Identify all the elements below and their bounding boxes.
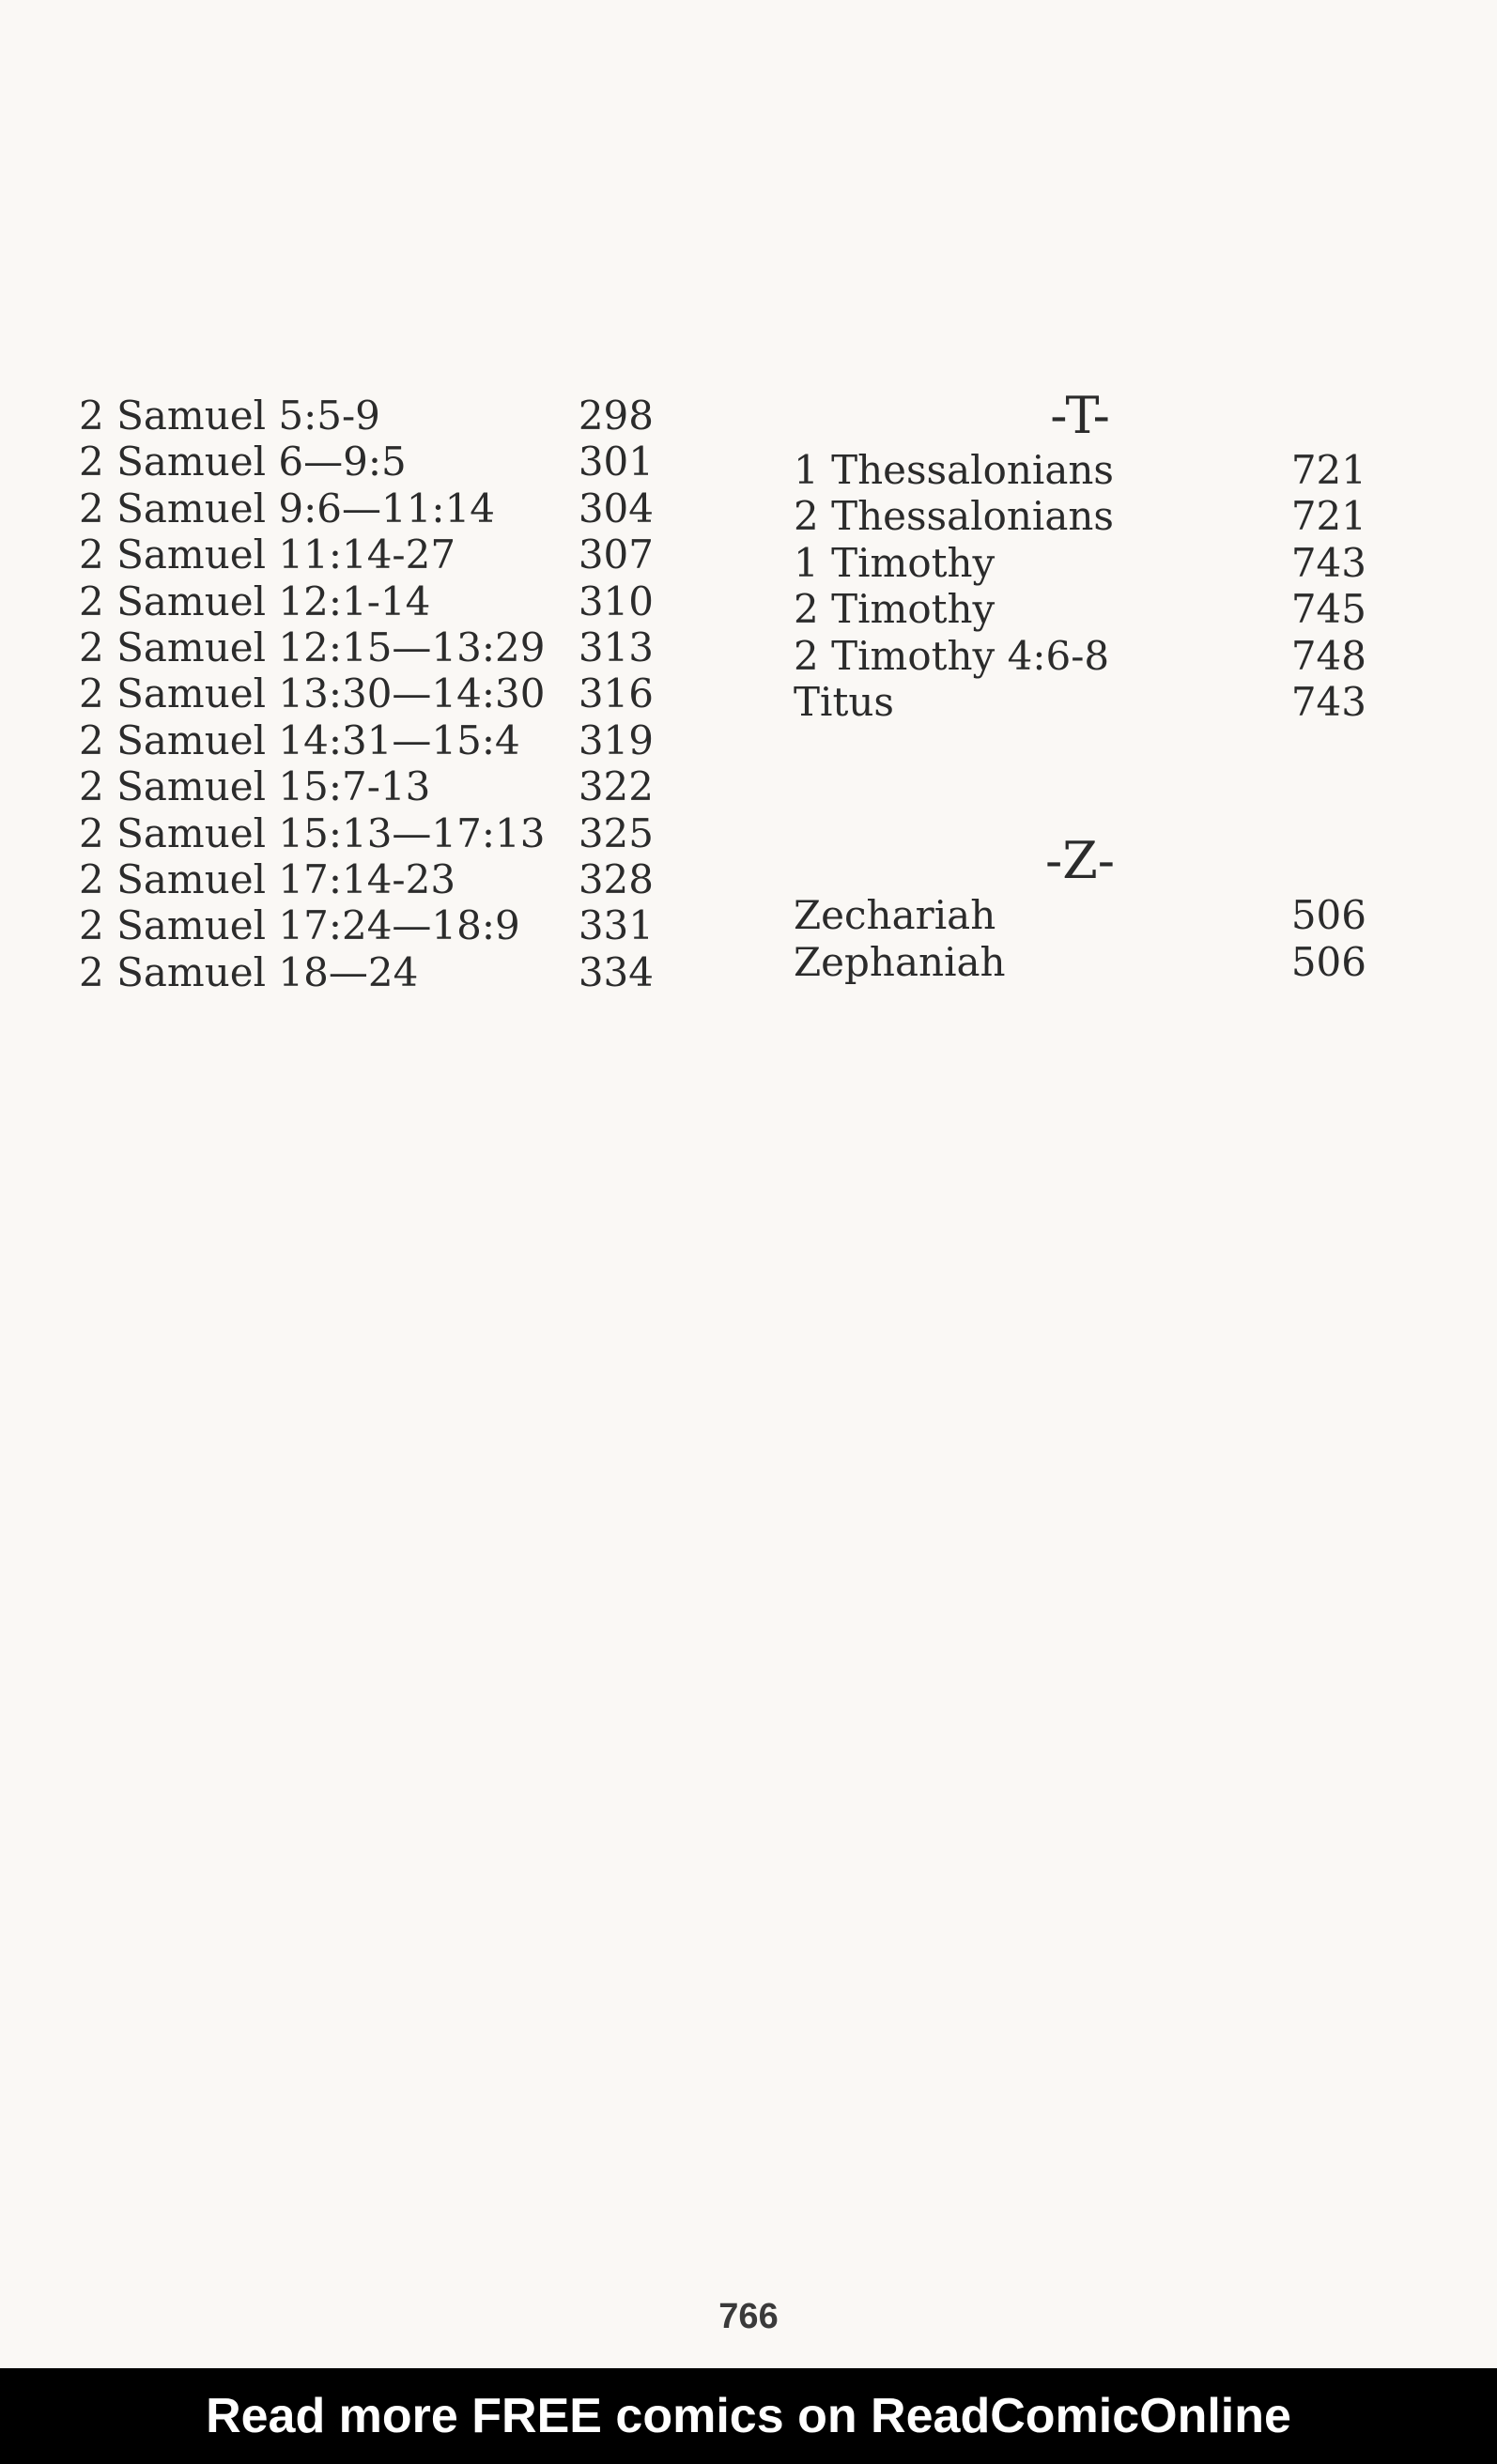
index-entry <box>79 717 654 763</box>
entry-reference: 2 Samuel 17:14-23 <box>79 855 456 902</box>
index-entry <box>79 810 654 856</box>
index-entry <box>79 949 654 995</box>
index-entry <box>794 540 1366 586</box>
index-entry <box>79 439 654 485</box>
index-entry <box>79 531 654 578</box>
entry-page-number: 298 <box>578 393 654 439</box>
index-entry <box>794 679 1366 725</box>
entry-page-number: 319 <box>578 716 654 763</box>
page-number: 766 <box>718 2297 779 2336</box>
entry-reference: 1 Timothy <box>794 539 995 586</box>
entry-reference: 1 Thessalonians <box>794 447 1114 493</box>
entry-page-number: 325 <box>578 809 654 856</box>
index-right-column <box>794 385 1366 985</box>
entry-page-number: 506 <box>1290 938 1366 985</box>
entry-page-number: 506 <box>1290 892 1366 939</box>
index-entry <box>794 939 1366 985</box>
entry-page-number: 743 <box>1290 678 1366 725</box>
entry-page-number: 310 <box>578 578 654 624</box>
entry-page-number: 328 <box>578 855 654 902</box>
entry-reference: 2 Samuel 9:6—11:14 <box>79 485 496 531</box>
entry-page-number: 301 <box>578 439 654 485</box>
index-section-t <box>794 385 1366 725</box>
entry-reference: 2 Samuel 6—9:5 <box>79 439 407 485</box>
entry-reference: Zechariah <box>794 892 996 939</box>
section-heading-t: -T- <box>1050 386 1110 445</box>
entry-page-number: 322 <box>578 763 654 810</box>
index-entry <box>794 892 1366 938</box>
entry-reference: 2 Samuel 18—24 <box>79 948 419 995</box>
entry-page-number: 313 <box>578 624 654 670</box>
index-section-z <box>794 830 1366 985</box>
entry-page-number: 745 <box>1290 586 1366 633</box>
entry-reference: Titus <box>794 678 894 725</box>
index-entry <box>794 447 1366 493</box>
entry-page-number: 748 <box>1290 632 1366 679</box>
index-entry <box>79 624 654 670</box>
index-entry <box>79 578 654 624</box>
entry-reference: 2 Timothy <box>794 586 995 633</box>
entry-reference: 2 Samuel 12:15—13:29 <box>79 624 546 670</box>
entry-page-number: 334 <box>578 948 654 995</box>
index-entry <box>794 493 1366 539</box>
entry-page-number: 331 <box>578 902 654 949</box>
entry-reference: 2 Samuel 12:1-14 <box>79 578 431 624</box>
entry-page-number: 304 <box>578 485 654 531</box>
entry-reference: 2 Samuel 14:31—15:4 <box>79 716 520 763</box>
index-entry <box>79 485 654 531</box>
entry-reference: 2 Timothy 4:6-8 <box>794 632 1110 679</box>
entry-page-number: 721 <box>1290 493 1366 540</box>
index-entry <box>794 586 1366 632</box>
index-left-column <box>79 393 654 995</box>
entry-page-number: 316 <box>578 670 654 717</box>
entry-page-number: 743 <box>1290 539 1366 586</box>
entry-reference: Zephaniah <box>794 938 1006 985</box>
entry-reference: 2 Samuel 13:30—14:30 <box>79 670 546 717</box>
entry-page-number: 721 <box>1290 447 1366 493</box>
entry-reference: 2 Samuel 15:13—17:13 <box>79 809 546 856</box>
index-entry <box>79 856 654 902</box>
entry-page-number: 307 <box>578 531 654 578</box>
entry-reference: 2 Samuel 11:14-27 <box>79 531 456 578</box>
index-entry <box>79 763 654 809</box>
entry-reference: 2 Samuel 15:7-13 <box>79 763 431 810</box>
promo-banner[interactable]: Read more FREE comics on ReadComicOnline <box>0 2368 1497 2464</box>
section-heading-z: -Z- <box>1044 831 1115 891</box>
index-entry <box>794 633 1366 679</box>
entry-reference: 2 Thessalonians <box>794 493 1114 540</box>
index-entry <box>79 393 654 439</box>
index-entry <box>79 902 654 948</box>
entry-reference: 2 Samuel 5:5-9 <box>79 393 380 439</box>
index-entry <box>79 670 654 716</box>
entry-reference: 2 Samuel 17:24—18:9 <box>79 902 520 949</box>
